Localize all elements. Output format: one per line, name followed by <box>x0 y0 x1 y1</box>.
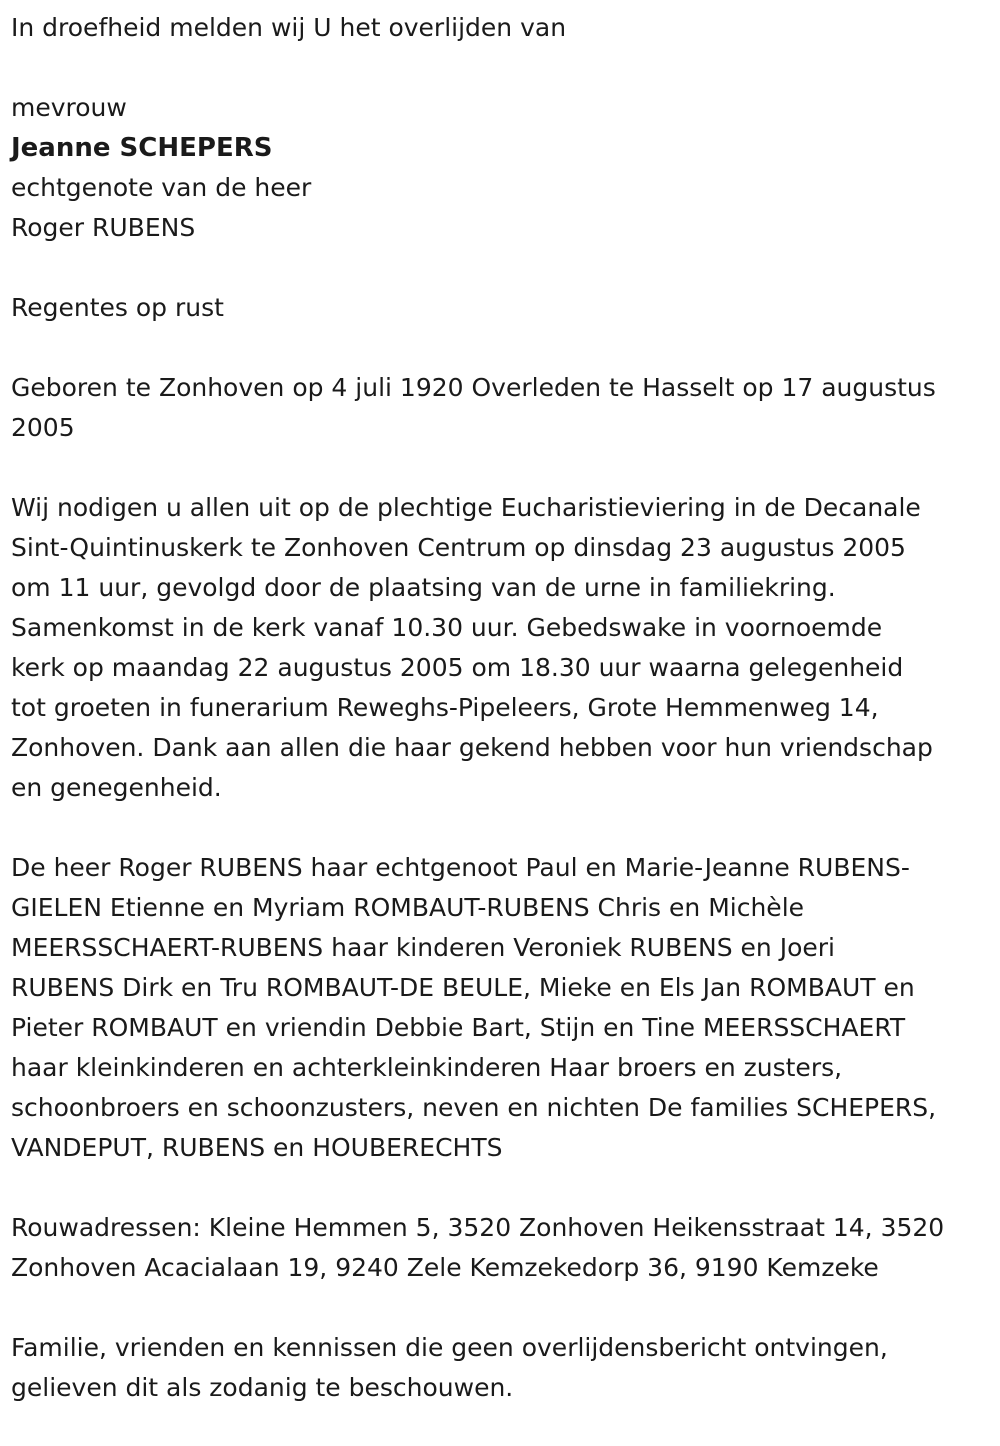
deceased-name: Jeanne SCHEPERS <box>11 133 273 163</box>
spacer <box>11 328 990 368</box>
invitation-line: Wij nodigen u allen uit op de plechtige Eucharistieviering in de Decanale <box>11 493 921 522</box>
family-line: De heer Roger RUBENS haar echtgenoot Paul en Marie-Jeanne RUBENS- <box>11 853 910 882</box>
spacer <box>11 1288 990 1328</box>
closing-line: Familie, vrienden en kennissen die geen overlijdensbericht ontvingen, <box>11 1333 888 1362</box>
invitation-line: om 11 uur, gevolgd door de plaatsing van de urne in familiekring. <box>11 573 836 602</box>
spacer <box>11 48 990 88</box>
occupation: Regentes op rust <box>11 293 224 322</box>
invitation-line: tot groeten in funerarium Reweghs-Pipeleers, Grote Hemmenweg 14, <box>11 693 879 722</box>
address-line: Zonhoven Acacialaan 19, 9240 Zele Kemzekedorp 36, 9190 Kemzeke <box>11 1253 879 1282</box>
addresses-paragraph <box>11 1208 990 1288</box>
closing-paragraph <box>11 1328 990 1408</box>
title-prefix: mevrouw <box>11 93 127 122</box>
family-line: GIELEN Etienne en Myriam ROMBAUT-RUBENS Chris en Michèle <box>11 893 805 922</box>
family-line: schoonbroers en schoonzusters, neven en nichten De families SCHEPERS, <box>11 1093 937 1122</box>
spacer <box>11 248 990 288</box>
invitation-line: en genegenheid. <box>11 773 222 802</box>
invitation-line: Zonhoven. Dank aan allen die haar gekend hebben voor hun vriendschap <box>11 733 933 762</box>
family-paragraph <box>11 848 990 1168</box>
family-line: RUBENS Dirk en Tru ROMBAUT-DE BEULE, Mieke en Els Jan ROMBAUT en <box>11 973 915 1002</box>
birth-death-line: Geboren te Zonhoven op 4 juli 1920 Overleden te Hasselt op 17 augustus <box>11 373 936 402</box>
family-line: VANDEPUT, RUBENS en HOUBERECHTS <box>11 1133 503 1162</box>
address-line: Rouwadressen: Kleine Hemmen 5, 3520 Zonhoven Heikensstraat 14, 3520 <box>11 1213 945 1242</box>
closing-line: gelieven dit als zodanig te beschouwen. <box>11 1373 514 1402</box>
invitation-line: Samenkomst in de kerk vanaf 10.30 uur. Gebedswake in voornoemde <box>11 613 883 642</box>
family-line: haar kleinkinderen en achterkleinkinderen Haar broers en zusters, <box>11 1053 843 1082</box>
spacer <box>11 448 990 488</box>
spouse-name: Roger RUBENS <box>11 213 196 242</box>
birth-death-paragraph <box>11 368 990 448</box>
spacer <box>11 1168 990 1208</box>
spacer <box>11 808 990 848</box>
invitation-line: Sint-Quintinuskerk te Zonhoven Centrum op dinsdag 23 augustus 2005 <box>11 533 906 562</box>
spouse-label: echtgenote van de heer <box>11 173 312 202</box>
family-line: MEERSSCHAERT-RUBENS haar kinderen Veroniek RUBENS en Joeri <box>11 933 835 962</box>
invitation-line: kerk op maandag 22 augustus 2005 om 18.30 uur waarna gelegenheid <box>11 653 904 682</box>
intro-text: In droefheid melden wij U het overlijden van <box>11 13 567 42</box>
invitation-paragraph <box>11 488 990 808</box>
family-line: Pieter ROMBAUT en vriendin Debbie Bart, Stijn en Tine MEERSSCHAERT <box>11 1013 906 1042</box>
birth-death-line: 2005 <box>11 413 75 442</box>
